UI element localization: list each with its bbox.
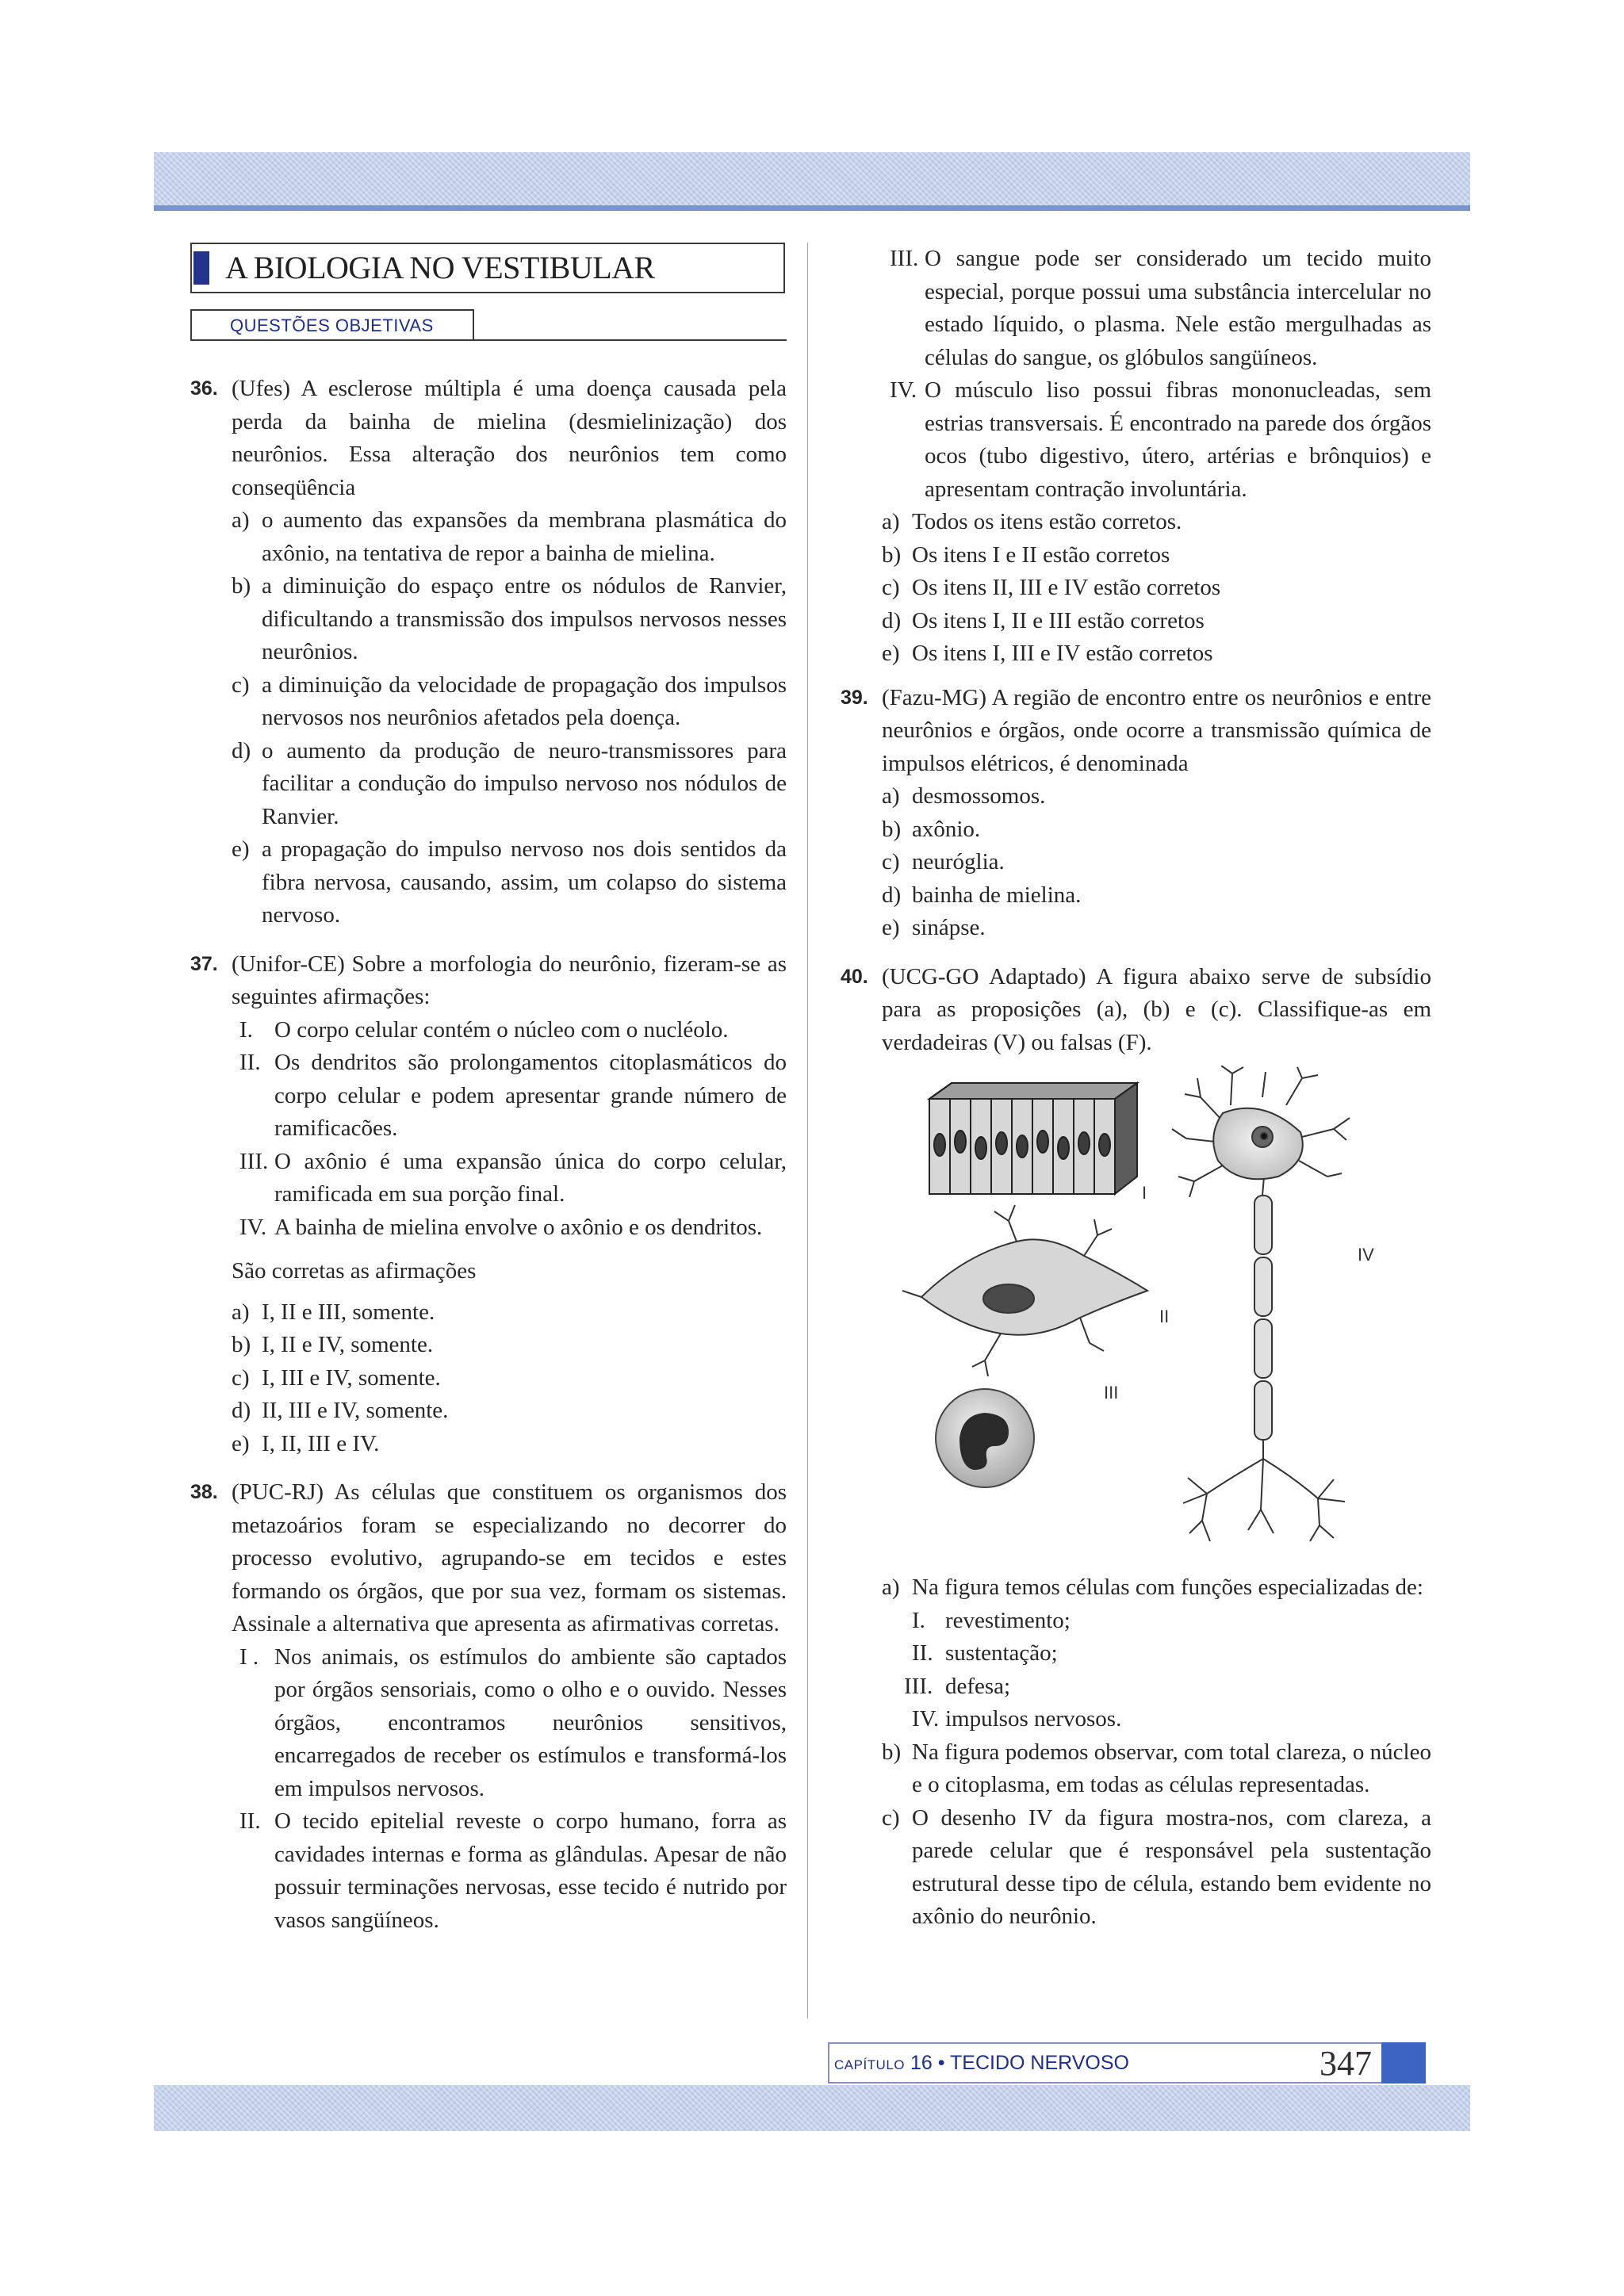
option-e: e) sinápse. (882, 915, 986, 940)
subitem-i: I. revestimento; (912, 1607, 1071, 1633)
statement-i: I. O corpo celular contém o núcleo com o nucléolo. (239, 1016, 729, 1043)
section-title: A BIOLOGIA NO VESTIBULAR (225, 250, 655, 286)
chapter-caption: CAPÍTULO 16 • TECIDO NERVOSO (834, 2051, 1129, 2074)
option-a: a) desmossomos. (882, 783, 1046, 809)
column-divider (807, 243, 808, 2019)
top-decorative-band (154, 152, 1470, 211)
question-38-continued (841, 243, 1431, 671)
question-text: (Ufes) A esclerose múltipla é uma doença causada pela perda da bainha de mielina (desmielinização) dos neurônios. Essa alteração dos neurônios tem como conseqüência (232, 376, 787, 500)
option-d: d) o aumento da produção de neuro-transmissores para facilitar a condução do impulso nervoso nos nódulos de Ranvier. (232, 737, 787, 829)
subsection-title: QUESTÕES OBJETIVAS (190, 309, 474, 341)
option-e: e) Os itens I, III e IV estão corretos (882, 641, 1213, 666)
question-text: (PUC-RJ) As células que constituem os organismos dos metazoários foram se especializando no decorrer do processo evolutivo, agrupando-se em tecidos e estes formando os órgãos, que por sua vez, formam os sistemas. Assinale a alternativa que apresenta as afirmativas corretas. (232, 1479, 787, 1636)
statement-i: I . Nos animais, os estímulos do ambiente são captados por órgãos sensoriais, como o olho e o ouvido. Nesses órgãos, encontramos neurônios sensitivos, encarregados de receber os estímulos e transformá-los em impulsos nervosos. (239, 1644, 787, 1801)
question-36 (190, 373, 787, 932)
connective-cell-drawing (902, 1205, 1147, 1376)
subsection-header (190, 309, 787, 341)
question-prompt: São corretas as afirmações (232, 1258, 477, 1284)
question-37 (190, 948, 787, 1461)
subitem-ii: II. sustentação; (912, 1640, 1058, 1666)
option-c: c) O desenho IV da figura mostra-nos, com clareza, a parede celular que é responsável pela sustentação estrutural desse tipo de célula, estando bem evidente no axônio do neurônio. (882, 1804, 1431, 1929)
figure-label-i: I (1142, 1183, 1147, 1203)
option-a: a) I, II e III, somente. (232, 1299, 435, 1325)
question-text: (Unifor-CE) Sobre a morfologia do neurônio, fizeram-se as seguintes afirmações: (232, 951, 787, 1009)
question-number: 38. (190, 1481, 218, 1503)
option-c: c) I, III e IV, somente. (232, 1364, 441, 1391)
question-text: (Fazu-MG) A região de encontro entre os neurônios e entre neurônios e órgãos, onde ocorre a transmissão química de impulsos elétricos, é denominada (882, 684, 1431, 776)
statement-iii: III. O sangue pode ser considerado um tecido muito especial, porque possui uma substância intercelular no estado líquido, o plasma. Nele estão mergulhadas as células do sangue, os glóbulos sangüíneos. (890, 246, 1431, 370)
statement-iv: IV. A bainha de mielina envolve o axônio e os dendritos. (239, 1214, 763, 1240)
option-d: d) II, III e IV, somente. (232, 1398, 449, 1423)
subitem-iv: IV. impulsos nervosos. (912, 1706, 1122, 1732)
page-footer (828, 2042, 1426, 2084)
neuron-drawing (1172, 1066, 1350, 1541)
left-column (190, 243, 787, 1953)
question-38 (190, 1476, 787, 1937)
option-c: c) a diminuição da velocidade de propagação dos impulsos nervosos nos neurônios afetados pela doença. (232, 672, 787, 730)
figure-label-iv: IV (1358, 1245, 1374, 1265)
option-a: a) Todos os itens estão corretos. (882, 509, 1182, 534)
page-square-icon (1381, 2042, 1426, 2084)
subitem-iii: III. defesa; (904, 1673, 1011, 1699)
option-a: a) o aumento das expansões da membrana plasmática do axônio, na tentativa de repor a bainha de mielina. (232, 507, 787, 566)
section-header (190, 243, 785, 293)
figure-label-ii: II (1159, 1307, 1170, 1326)
option-e: e) a propagação do impulso nervoso nos dois sentidos da fibra nervosa, causando, assim, um colapso do sistema nervoso. (232, 836, 787, 928)
epithelial-cells-drawing (929, 1083, 1137, 1194)
option-b: b) I, II e IV, somente. (232, 1332, 434, 1357)
option-d: d) bainha de mielina. (882, 882, 1082, 908)
question-40 (841, 961, 1431, 1934)
option-c: c) neuróglia. (882, 849, 1005, 874)
option-c: c) Os itens II, III e IV estão corretos (882, 575, 1221, 600)
option-b: b) a diminuição do espaço entre os nódulos de Ranvier, dificultando a transmissão dos impulsos nervosos nesses neurônios. (232, 573, 787, 664)
option-d: d) Os itens I, II e III estão corretos (882, 607, 1205, 633)
figure-label-iii: III (1104, 1383, 1119, 1402)
statement-iv: IV. O músculo liso possui fibras mononucleadas, sem estrias transversais. É encontrado na parede dos órgãos ocos (tubo digestivo, útero, artérias e brônquios) e apresentam contração involuntária. (890, 377, 1431, 502)
right-column (841, 243, 1431, 1950)
option-a: a) Na figura temos células com funções especializadas de: (882, 1575, 1423, 1600)
question-number: 40. (841, 965, 868, 988)
question-text: (UCG-GO Adaptado) A figura abaixo serve de subsídio para as proposições (a), (b) e (c). Classifique-as em verdadeiras (V) ou falsas (F). (882, 963, 1431, 1055)
question-number: 36. (190, 377, 218, 400)
question-number: 37. (190, 952, 218, 975)
statement-ii: II. Os dendritos são prolongamentos citoplasmáticos do corpo celular e podem apresentar grande número de ramificacões. (239, 1050, 787, 1141)
question-39 (841, 682, 1431, 945)
cell-types-figure (890, 1066, 1445, 1563)
statement-ii: II. O tecido epitelial reveste o corpo humano, forra as cavidades internas e forma as glândulas. Apesar de não possuir terminações nervosas, esse tecido é nutrido por vasos sangüíneos. (239, 1808, 787, 1933)
question-number: 39. (841, 686, 868, 709)
page-number: 347 (1320, 2043, 1372, 2083)
option-b: b) Na figura podemos observar, com total clareza, o núcleo e o citoplasma, em todas as células representadas. (882, 1739, 1431, 1797)
option-b: b) Os itens I e II estão corretos (882, 541, 1170, 568)
bottom-decorative-band (154, 2085, 1470, 2131)
option-e: e) I, II, III e IV. (232, 1430, 380, 1456)
white-blood-cell-drawing (936, 1389, 1034, 1487)
option-b: b) axônio. (882, 816, 981, 842)
statement-iii: III. O axônio é uma expansão única do corpo celular, ramificada em sua porção final. (239, 1148, 787, 1207)
section-square-icon (193, 251, 209, 285)
